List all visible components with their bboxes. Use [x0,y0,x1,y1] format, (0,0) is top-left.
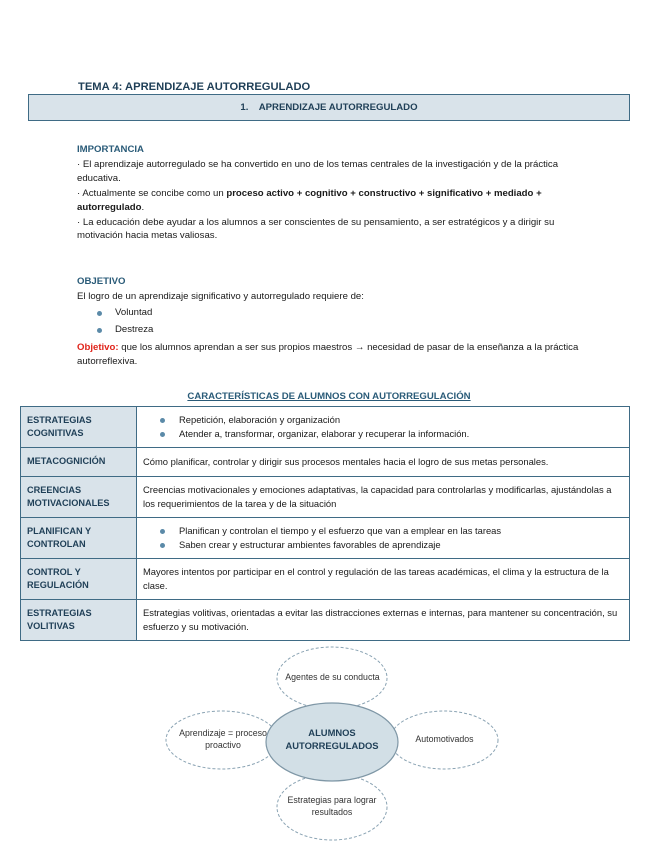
row-label: PLANIFICAN Y CONTROLAN [21,518,137,559]
row-content [137,407,630,448]
section-header [28,94,630,121]
importancia-section [77,143,587,243]
concept-diagram [165,645,505,845]
row-label: CREENCIAS MOTIVACIONALES [21,477,137,518]
importancia-heading: IMPORTANCIA [77,144,144,155]
objetivo-label: Objetivo: [77,341,119,353]
row-content: Mayores intentos por participar en el control y regulación de las tareas académicas, el clima y la estructura de la clase. [137,559,630,600]
section-title: 1. APRENDIZAJE AUTORREGULADO [240,101,418,113]
row-label: METACOGNICIÓN [21,448,137,477]
characteristics-table [20,406,630,641]
table-row [21,518,630,559]
row-content: Cómo planificar, controlar y dirigir sus procesos mentales hacia el logro de sus metas personales. [137,448,630,477]
topic-title: TEMA 4: APRENDIZAJE AUTORREGULADO [78,81,311,93]
objetivo-section [77,275,587,369]
table-title: CARACTERÍSTICAS DE ALUMNOS CON AUTORREGULACIÓN [187,391,471,402]
p2-prefix: · Actualmente se concibe como un [77,187,227,199]
list-item: Repetición, elaboración y organización [159,413,623,427]
table-row [21,559,630,600]
table-row [21,448,630,477]
list-item: Destreza [95,323,587,340]
left-node-label: Aprendizaje = proceso proactivo [179,728,267,750]
table-row [21,477,630,518]
objetivo-intro: El logro de un aprendizaje significativo y autorregulado requiere de: [77,290,364,302]
row-content: Creencias motivacionales y emociones adaptativas, la capacidad para controlarlas y modificarlas, ajustándolas a los requerimientos de la tarea y de la situación [137,477,630,518]
row-label: ESTRATEGIAS VOLITIVAS [21,600,137,641]
row-label: ESTRATEGIAS COGNITIVAS [21,407,137,448]
center-node-label: ALUMNOS AUTORREGULADOS [285,727,379,751]
objetivo-text: que los alumnos aprendan a ser sus propios maestros → necesidad de pasar de la enseñanza a la práctica autorreflexiva. [77,341,579,367]
list-item: Voluntad [95,306,587,323]
p2-bold: proceso activo + cognitivo + constructivo + significativo + mediado + autorregulado [77,187,542,213]
right-node-label: Automotivados [415,734,474,745]
bottom-node-label: Estrategias para lograr resultados [287,795,377,817]
p2-suffix: . [141,201,145,213]
row-label: CONTROL Y REGULACIÓN [21,559,137,600]
table-row [21,407,630,448]
list-item: Saben crear y estructurar ambientes favorables de aprendizaje [159,538,623,552]
importancia-paragraph-3: · La educación debe ayudar a los alumnos a ser conscientes de su pensamiento, a ser estratégicos y a dirigir su motivación hacia metas valiosas. [77,216,555,242]
importancia-paragraph-1: · El aprendizaje autorregulado se ha convertido en uno de los temas centrales de la investigación y de la práctica educativa. [77,158,559,184]
table-row [21,600,630,641]
objetivo-heading: OBJETIVO [77,276,126,287]
top-node-label: Agentes de su conducta [285,672,380,683]
list-item: Planifican y controlan el tiempo y el esfuerzo que van a emplear en las tareas [159,524,623,538]
objetivo-bullets [95,306,587,340]
list-item: Atender a, transformar, organizar, elaborar y recuperar la información. [159,427,623,441]
importancia-paragraph-2 [77,187,587,215]
objetivo-statement [77,341,587,369]
row-content: Estrategias volitivas, orientadas a evitar las distracciones externas e internas, para mantener su concentración, su esfuerzo y su motivación. [137,600,630,641]
row-content [137,518,630,559]
